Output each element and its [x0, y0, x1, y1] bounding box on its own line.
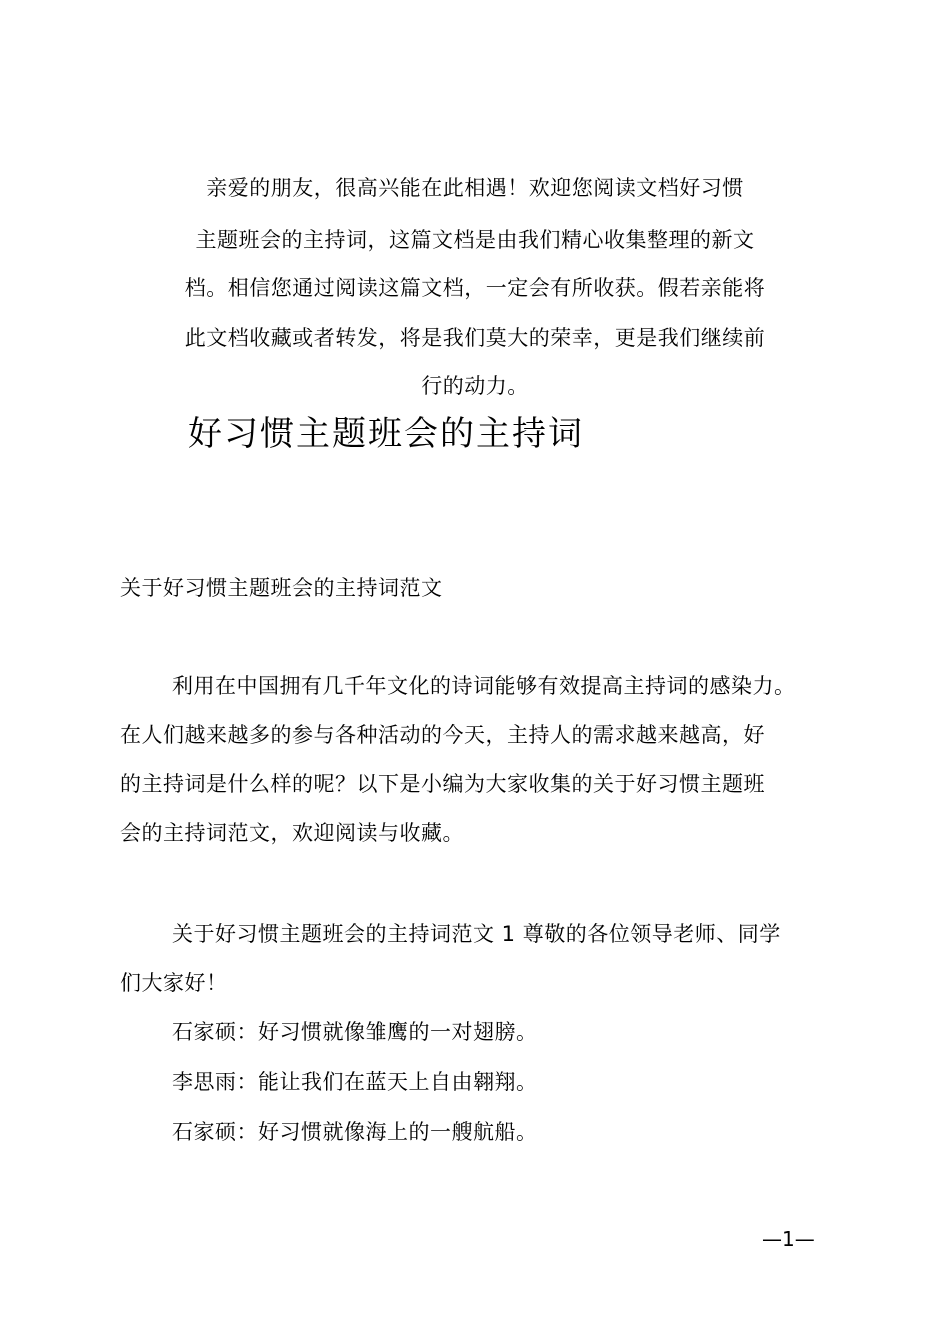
- dialogue-line: 石家硕：好习惯就像雏鹰的一对翅膀。: [172, 1020, 538, 1044]
- section-subtitle: 关于好习惯主题班会的主持词范文: [120, 576, 443, 600]
- document-title: 好习惯主题班会的主持词: [188, 414, 584, 454]
- paragraph-line: 在人们越来越多的参与各种活动的今天，主持人的需求越来越高，好: [120, 723, 765, 747]
- intro-line: 行的动力。: [421, 374, 529, 398]
- paragraph-line: 的主持词是什么样的呢？以下是小编为大家收集的关于好习惯主题班: [120, 772, 765, 796]
- paragraph-line: 利用在中国拥有几千年文化的诗词能够有效提高主持词的感染力。: [172, 674, 796, 698]
- paragraph-line: 们大家好！: [120, 971, 228, 995]
- paragraph-line: 会的主持词范文，欢迎阅读与收藏。: [120, 821, 464, 845]
- intro-line: 亲爱的朋友，很高兴能在此相遇！欢迎您阅读文档好习惯: [206, 176, 744, 200]
- intro-line: 主题班会的主持词，这篇文档是由我们精心收集整理的新文: [195, 228, 755, 252]
- dialogue-line: 李思雨：能让我们在蓝天上自由翱翔。: [172, 1070, 538, 1094]
- page-number: —1—: [762, 1227, 815, 1251]
- paragraph-line: 关于好习惯主题班会的主持词范文 1 尊敬的各位领导老师、同学: [172, 922, 781, 946]
- dialogue-line: 石家硕：好习惯就像海上的一艘航船。: [172, 1120, 538, 1144]
- intro-line: 档。相信您通过阅读这篇文档，一定会有所收获。假若亲能将: [184, 276, 766, 300]
- intro-line: 此文档收藏或者转发，将是我们莫大的荣幸，更是我们继续前: [184, 326, 766, 350]
